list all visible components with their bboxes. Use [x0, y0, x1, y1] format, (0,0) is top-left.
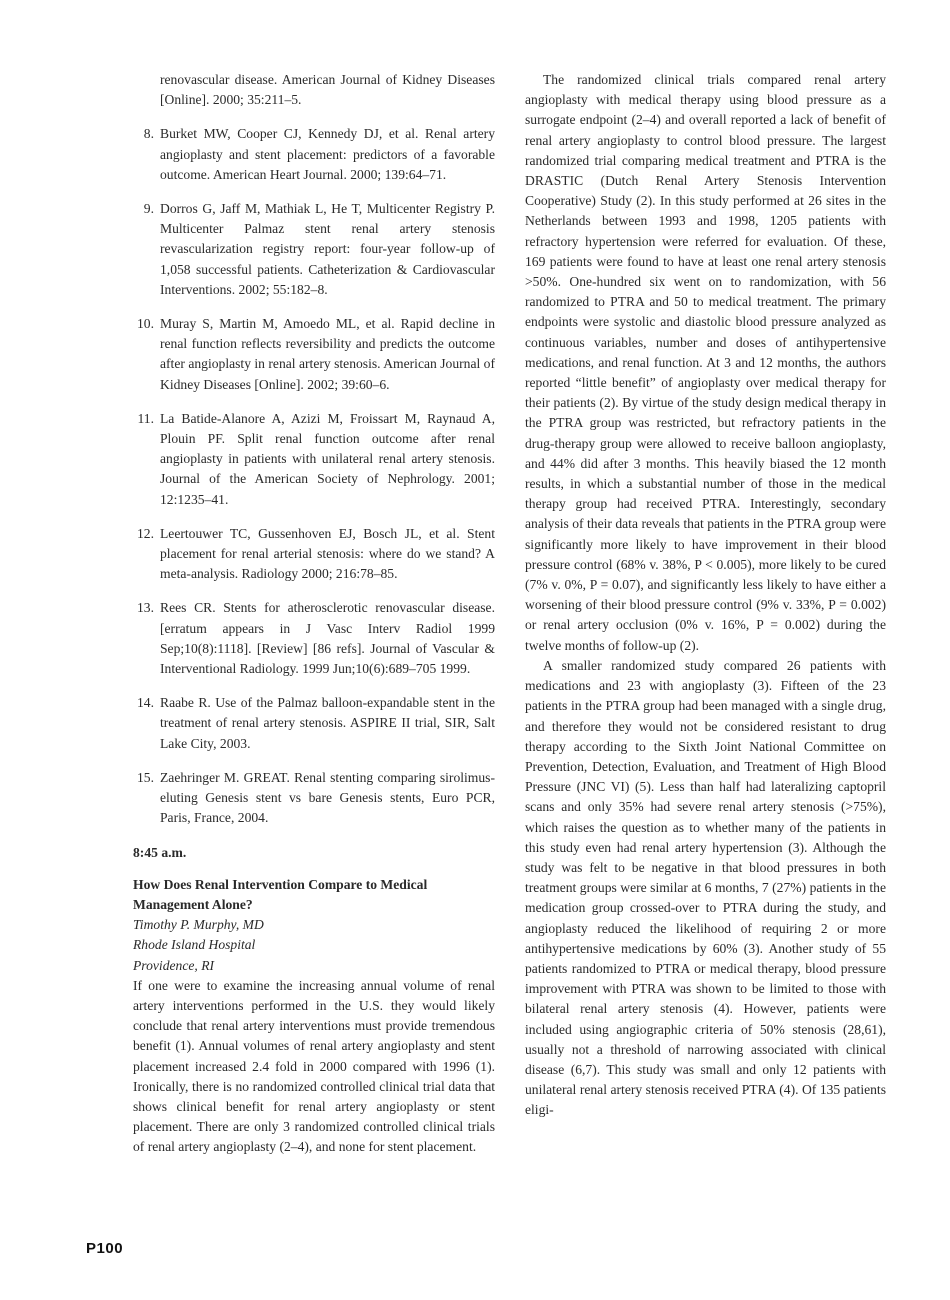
reference-text: Muray S, Martin M, Amoedo ML, et al. Rapid decline in renal function reflects reversibility and predicts the outcome after angioplasty in renal artery stenosis. American Journal of Kidney Diseases [Online]. 2002; 39:60–6. [160, 316, 495, 392]
left-column [133, 70, 495, 1158]
reference-item [133, 199, 495, 300]
reference-number: 12. [137, 525, 154, 541]
reference-item [133, 409, 495, 510]
session-location: Providence, RI [133, 957, 215, 973]
reference-number: 9. [143, 201, 154, 217]
reference-text: Burket MW, Cooper CJ, Kennedy DJ, et al. Renal artery angioplasty and stent placement: predictors of a favorable outcome. American Heart Journal. 2000; 139:64–71. [160, 126, 495, 182]
reference-item [133, 124, 495, 185]
session-author: Timothy P. Murphy, MD [133, 917, 264, 933]
reference-item [133, 524, 495, 585]
reference-text: Zaehringer M. GREAT. Renal stenting comparing sirolimus-eluting Genesis stent vs bare Genesis stents, Euro PCR, Paris, France, 2004. [160, 769, 495, 826]
reference-text: La Batide-Alanore A, Azizi M, Froissart M, Raynaud A, Plouin PF. Split renal function outcome after renal angioplasty in patients with unilateral renal artery stenosis. Journal of the American Society of Nephrology. 2001; 12:1235–41. [160, 410, 495, 507]
page-number: P100 [86, 1240, 124, 1257]
reference-text: Leertouwer TC, Gussenhoven EJ, Bosch JL, et al. Stent placement for renal arterial stenosis: where do we stand? A meta-analysis. Radiology 2000; 216:78–85. [160, 525, 495, 582]
reference-text: Dorros G, Jaff M, Mathiak L, He T, Multicenter Registry P. Multicenter Palmaz stent renal artery stenosis revascularization registry report: four-year follow-up of 1,058 successful patients. Catheterization & Cardiovascular Interventions. 2002; 55:182–8. [160, 201, 495, 297]
body-paragraph: A smaller randomized study compared 26 patients with medications and 23 with angioplasty (3). Fifteen of the 23 patients in the PTRA group had been managed with a single drug, and therefore they would not be considered resistant to drug therapy according to the Sixth Joint National Committee on Prevention, Detection, Evaluation, and Treatment of High Blood Pressure (JNC VI) (5). Less than half had lateralizing captopril scans and only 35% had severe renal artery stenosis (>75%), which raises the question as to whether many of the patients in this study even had renal artery hypertension (3). Although the study was felt to be negative in that blood pressures in both treatment groups were similar at 6 months, 7 (27%) patients in the medication group crossed-over to PTRA during the study, and angioplasty reduced the likelihood of requiring 2 or more antihypertensive medications by 60% (3). Another study of 55 patients randomized to PTRA or medical therapy, blood pressure improvement with PTRA was shown to be limited to those with bilateral renal artery stenosis (4). However, patients were included using angiographic criteria of 50% stenosis (28,61), usually not a threshold of narrowing associated with clinical disease (6,7). This study was small and only 12 patients with unilateral renal artery stenosis received PTRA (4). Of 135 patients eligi- [525, 657, 886, 1118]
right-column [525, 70, 886, 1121]
reference-item [133, 70, 495, 110]
reference-item [133, 314, 495, 395]
reference-text: Rees CR. Stents for atherosclerotic renovascular disease.[erratum appears in J Vasc Interv Radiol 1999 Sep;10(8):1118]. [Review] [86 refs]. Journal of Vascular & Interventional Radiology. 1999 Jun;10(6):689–705 1999. [160, 600, 495, 677]
reference-number: 11. [137, 410, 154, 426]
session-title: How Does Renal Intervention Compare to Medical Management Alone? [133, 876, 428, 912]
reference-item [133, 768, 495, 829]
reference-number: 14. [137, 695, 154, 711]
session-institution: Rhode Island Hospital [133, 937, 256, 953]
reference-number: 15. [137, 769, 154, 785]
reference-text: Raabe R. Use of the Palmaz balloon-expandable stent in the treatment of renal artery stenosis. ASPIRE II trial, SIR, Salt Lake City, 2003. [160, 695, 495, 751]
body-paragraph: The randomized clinical trials compared renal artery angioplasty with medical therapy using blood pressure as a surrogate endpoint (2–4) and overall reported a lack of benefit of renal artery angioplasty to control blood pressure. The largest randomized trial comparing medical treatment and PTRA is the DRASTIC (Dutch Renal Artery Stenosis Intervention Cooperative) Study (2). In this study performed at 26 sites in the Netherlands between 1993 and 1998, 1205 patients with refractory hypertension were referred for evaluation. Of these, 169 patients were found to have at least one renal artery stenosis >50%. One-hundred six went on to randomization, with 56 randomized to PTRA and 50 to medical treatment. The primary endpoints were systolic and diastolic blood pressure analyzed as continuous variables, number and doses of antihypertensive medications, and renal function. At 3 and 12 months, the authors reported “little benefit” of angioplasty over medical therapy for their patients (2). By virtue of the study design medical therapy in the PTRA group was restricted, but refractory patients in the drug-therapy group were allowed to receive balloon angioplasty, and 44% did after 3 months. This heavily biased the 12 month results, in which a substantial number of those in the medical therapy group had received PTRA. Interestingly, secondary analysis of their data reveals that patients in the PTRA group were significantly more likely to have improvement in their blood pressure control (68% v. 38%, P < 0.005), more likely to be cured (7% v. 0%, P = 0.07), and significantly less likely to have either a worsening of their blood pressure control (9% v. 33%, P = 0.002) or renal artery occlusion (0% v. 16%, P = 0.002) during the twelve months of follow-up (2). [525, 72, 886, 653]
reference-number: 13. [137, 600, 154, 616]
reference-item [133, 598, 495, 679]
body-paragraph: If one were to examine the increasing annual volume of renal artery interventions performed in the U.S. they would likely conclude that renal artery interventions must provide tremendous benefit (1). Annual volumes of renal artery angioplasty and stent placement increased 2.4 fold in 2000 compared with 1996 (1). Ironically, there is no randomized controlled clinical trial data that shows clinical benefit for renal artery angioplasty or stent placement. There are only 3 randomized controlled clinical trials of renal artery angioplasty (2–4), and none for stent placement. [133, 977, 495, 1155]
reference-item [133, 693, 495, 754]
reference-number: 8. [143, 126, 154, 142]
reference-number: 10. [137, 316, 154, 332]
session-time: 8:45 a.m. [133, 844, 187, 860]
reference-text: renovascular disease. American Journal of Kidney Diseases [Online]. 2000; 35:211–5. [160, 72, 495, 108]
